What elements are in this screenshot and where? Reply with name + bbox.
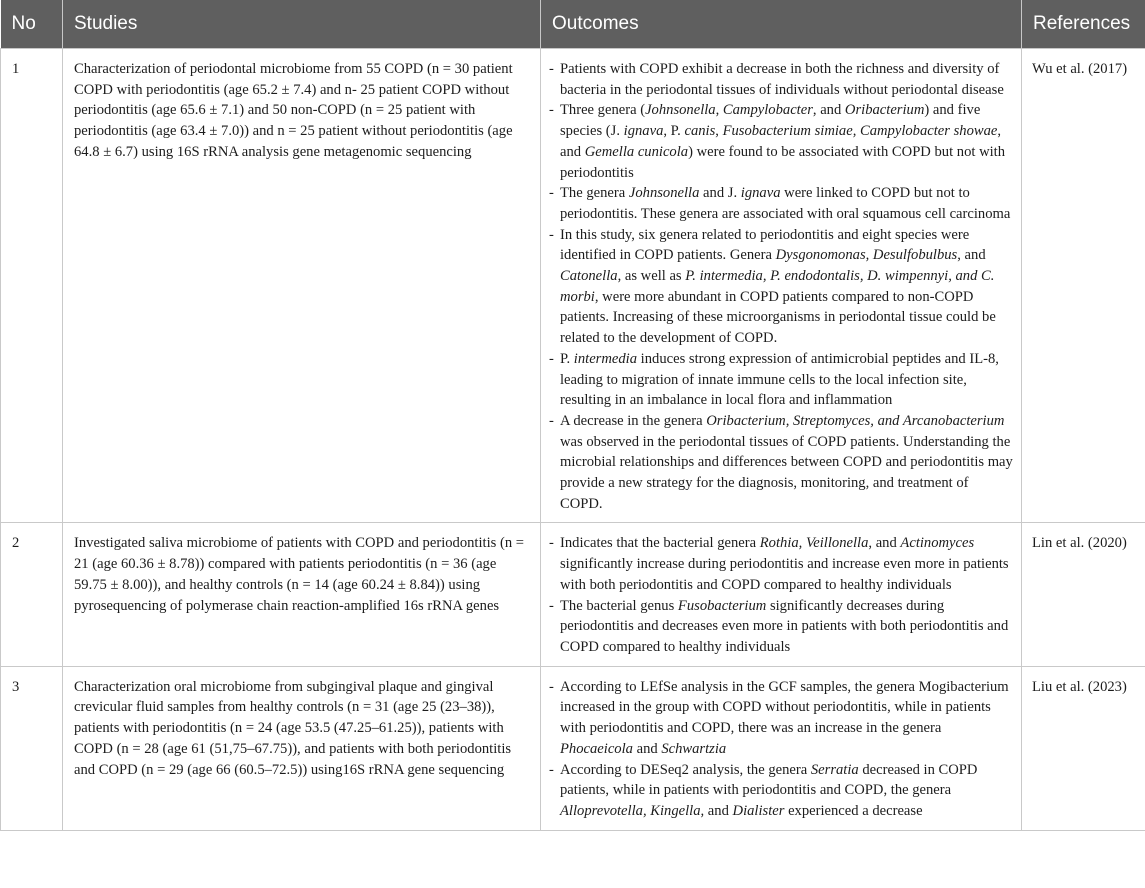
table-row bbox=[1, 49, 1145, 523]
header-references: References bbox=[1022, 0, 1145, 49]
taxon-name: Rothia, Veillonella bbox=[759, 535, 869, 552]
taxon-name: Fusobacterium simiae, Campylobacter showae bbox=[722, 123, 998, 140]
outcome-text: , as well as bbox=[617, 268, 686, 285]
study-description: Characterization oral microbiome from subgingival plaque and gingival crevicular fluid samples from healthy controls (n = 31 (age 25 (23–38)), patients with periodontitis (n = 24 (age 53.5 (47.25–61.25)), patients with COPD (n = 28 (age 61 (51,75–67.75)), and patients with both periodontitis and COPD (n = 29 (age 66 (60.5–72.5)) using16S rRNA gene sequencing bbox=[63, 666, 541, 830]
outcome-item bbox=[549, 411, 1013, 515]
bullet-dash: - bbox=[549, 535, 554, 552]
reference-cell: Lin et al. (2020) bbox=[1022, 523, 1145, 666]
taxon-name: Serratia bbox=[810, 761, 859, 778]
outcome-item bbox=[549, 677, 1013, 760]
taxon-name: ignava bbox=[740, 185, 781, 202]
row-number: 3 bbox=[1, 666, 63, 830]
taxon-name: Fusobacterium bbox=[677, 597, 767, 614]
outcome-text: , P. bbox=[663, 123, 685, 140]
outcome-text: P. bbox=[560, 350, 574, 367]
bullet-dash: - bbox=[549, 761, 554, 778]
taxon-name: Schwartzia bbox=[661, 740, 727, 757]
row-number: 1 bbox=[1, 49, 63, 523]
outcome-item bbox=[549, 100, 1013, 183]
bullet-dash: - bbox=[549, 61, 554, 77]
taxon-name: ignava bbox=[623, 123, 664, 140]
bullet-dash: - bbox=[549, 185, 554, 202]
bullet-dash: - bbox=[549, 226, 554, 243]
outcome-text: , bbox=[715, 102, 723, 119]
table-header-row bbox=[1, 0, 1145, 49]
outcome-text: ) and five species (J. bbox=[560, 102, 981, 140]
outcome-item bbox=[549, 59, 1013, 100]
header-outcomes: Outcomes bbox=[541, 0, 1022, 49]
bullet-dash: - bbox=[549, 102, 554, 119]
outcome-text: , and bbox=[560, 123, 1002, 160]
taxon-name: Phocaeicola bbox=[560, 740, 633, 757]
outcome-text: decreased in COPD patients, while in patients with periodontitis and COPD, the genera bbox=[560, 761, 978, 799]
taxon-name: Oribacterium, Streptomyces, and Arcanobacterium bbox=[706, 412, 1005, 429]
bullet-dash: - bbox=[549, 412, 554, 429]
outcome-text: Patients with COPD exhibit a decrease in both the richness and diversity of bacteria in the periodontal tissues of individuals without periodontal disease bbox=[560, 61, 1004, 98]
outcomes-cell bbox=[541, 666, 1022, 830]
outcome-text: Three genera ( bbox=[560, 102, 646, 119]
outcome-text: The bacterial genus bbox=[560, 597, 678, 614]
outcome-text: , were more abundant in COPD patients compared to non-COPD patients. Increasing of these microorganisms in periodontal tissue could be related to the development of COPD. bbox=[560, 288, 996, 347]
outcome-item bbox=[549, 760, 1013, 822]
outcome-text: was observed in the periodontal tissues of COPD patients. Understanding the microbial relationships and differences between COPD and periodontitis may provide a new strategy for the diagnosis, monitoring, and treatment of COPD. bbox=[560, 433, 1013, 512]
outcome-text: The genera bbox=[560, 185, 629, 202]
outcome-text: significantly increase during periodontitis and increase even more in patients with both periodontitis and COPD compared to healthy individuals bbox=[560, 556, 1009, 593]
bullet-dash: - bbox=[549, 597, 554, 614]
outcome-text: According to DESeq2 analysis, the genera bbox=[560, 761, 811, 778]
outcome-item bbox=[549, 349, 1013, 411]
header-no: No bbox=[1, 0, 63, 49]
outcome-text: significantly decreases during periodontitis and decreases even more in patients with both periodontitis and COPD compared to healthy individuals bbox=[560, 597, 1009, 655]
outcome-item bbox=[549, 533, 1013, 595]
outcome-text: ) were found to be associated with COPD but not with periodontitis bbox=[560, 143, 1006, 181]
taxon-name: Johnsonella bbox=[645, 102, 716, 119]
taxon-name: Oribacterium bbox=[844, 102, 925, 119]
outcome-text: In this study, six genera related to periodontitis and eight species were identified in COPD patients. Genera bbox=[560, 226, 970, 264]
bullet-dash: - bbox=[549, 678, 554, 695]
outcome-text: A decrease in the genera bbox=[560, 412, 707, 429]
outcome-list bbox=[549, 533, 1013, 657]
taxon-name: Campylobacter bbox=[722, 102, 813, 119]
outcome-text: According to LEfSe analysis in the GCF samples, the genera Mogibacterium increased in the group with COPD without periodontitis, while in patients with periodontitis and COPD, there was an increase in the genera bbox=[560, 678, 1009, 737]
taxon-name: Alloprevotella, Kingella, bbox=[560, 802, 705, 819]
study-description: Characterization of periodontal microbiome from 55 COPD (n = 30 patient COPD with periodontitis (age 65.2 ± 7.4) and n- 25 patient COPD without periodontitis (age 65.6 ± 7.1) and 50 non-COPD (n = 25 patient with periodontitis (age 63.4 ± 7.0)) and n = 25 patient without periodontitis (age 64.8 ± 6.7) using 16S rRNA analysis gene metagenomic sequencing bbox=[63, 49, 541, 523]
outcome-item bbox=[549, 596, 1013, 658]
outcome-text: Indicates that the bacterial genera bbox=[560, 535, 760, 552]
bullet-dash: - bbox=[549, 350, 554, 367]
outcome-list bbox=[549, 59, 1013, 514]
header-studies: Studies bbox=[63, 0, 541, 49]
outcome-text: and bbox=[704, 802, 733, 819]
study-description: Investigated saliva microbiome of patients with COPD and periodontitis (n = 21 (age 60.36 ± 8.78)) compared with patients periodontitis (n = 36 (age 59.75 ± 8.00)), and healthy controls (n = 14 (age 60.24 ± 8.84)) using pyrosequencing of polymerase chain reaction-amplified 16s rRNA genes bbox=[63, 523, 541, 666]
outcome-text: , and bbox=[868, 535, 901, 552]
outcome-item bbox=[549, 225, 1013, 349]
taxon-name: Dialister bbox=[732, 802, 785, 819]
taxon-name: Gemella cunicola bbox=[584, 143, 689, 160]
outcome-text: induces strong expression of antimicrobial peptides and IL-8, leading to migration of innate immune cells to the local infection site, resulting in an imbalance in local flora and inflammation bbox=[560, 350, 999, 409]
outcome-text: , and bbox=[812, 102, 845, 119]
outcomes-cell bbox=[541, 49, 1022, 523]
taxon-name: P. intermedia, P. endodontalis, D. wimpennyi, and C. morbi bbox=[560, 268, 995, 305]
reference-cell: Wu et al. (2017) bbox=[1022, 49, 1145, 523]
taxon-name: Catonella bbox=[560, 268, 618, 285]
taxon-name: canis bbox=[684, 123, 716, 140]
taxon-name: Johnsonella bbox=[628, 185, 700, 202]
outcome-text: and J. bbox=[699, 185, 741, 202]
row-number: 2 bbox=[1, 523, 63, 666]
taxon-name: Actinomyces bbox=[900, 535, 975, 552]
outcome-list bbox=[549, 677, 1013, 822]
outcome-text: and bbox=[632, 740, 662, 757]
outcome-text: , and bbox=[957, 247, 986, 264]
outcome-text: were linked to COPD but not to periodontitis. These genera are associated with oral squamous cell carcinoma bbox=[560, 185, 1011, 222]
table-row bbox=[1, 523, 1145, 666]
outcome-text: , bbox=[715, 123, 723, 140]
taxon-name: Dysgonomonas, Desulfobulbus bbox=[775, 247, 958, 264]
outcome-text: experienced a decrease bbox=[784, 802, 923, 819]
outcomes-cell bbox=[541, 523, 1022, 666]
table-row bbox=[1, 666, 1145, 830]
outcome-item bbox=[549, 183, 1013, 224]
reference-cell: Liu et al. (2023) bbox=[1022, 666, 1145, 830]
taxon-name: intermedia bbox=[573, 350, 638, 367]
